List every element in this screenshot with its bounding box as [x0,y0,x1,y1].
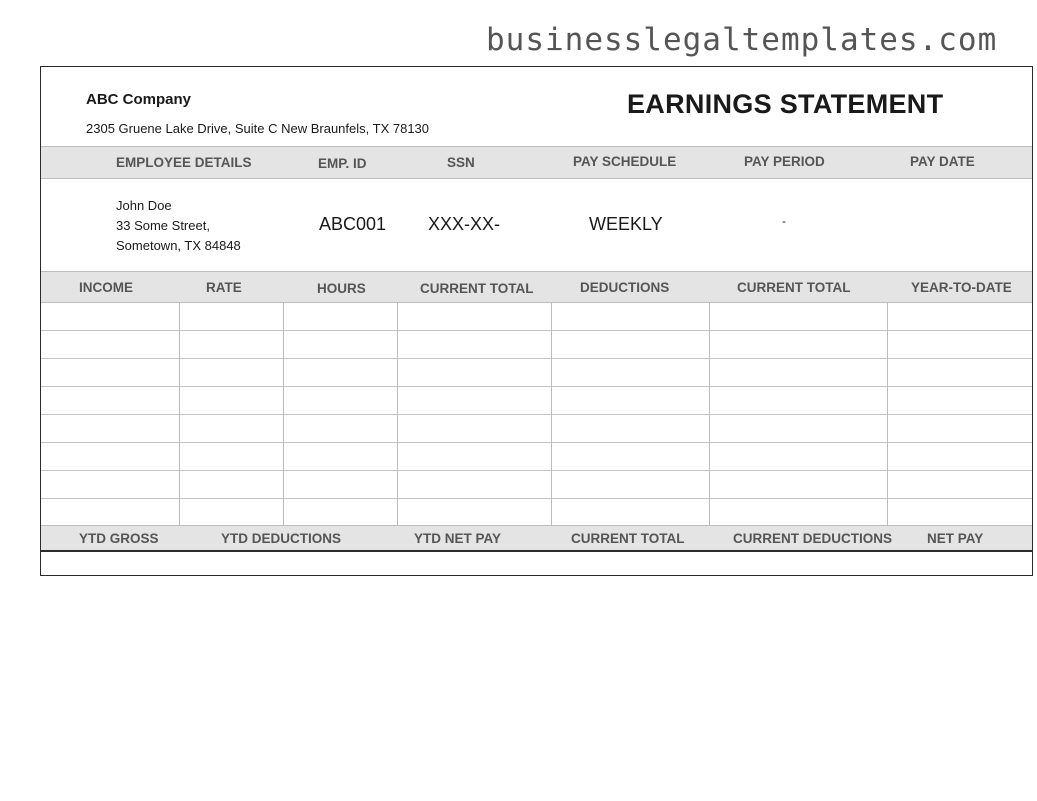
summary-header-band [41,525,1032,551]
ytd-net-pay-header: YTD NET PAY [414,531,502,546]
grid-col-line [179,303,180,525]
ssn-value: XXX-XX- [428,214,501,234]
employee-header-band [41,146,1032,179]
employee-city: Sometown, TX 84848 [116,238,241,253]
grid-col-line [551,303,552,525]
grid-row-line [41,358,1032,359]
emp-id-value: ABC001 [319,214,387,234]
grid-col-line [887,303,888,525]
earnings-statement-form [40,66,1033,576]
ssn-header: SSN [447,155,475,170]
year-to-date-header: YEAR-TO-DATE [911,280,1012,295]
employee-street: 33 Some Street, [116,218,210,233]
deductions-current-total-header: CURRENT TOTAL [737,280,851,295]
employee-name: John Doe [116,198,172,213]
company-address: 2305 Gruene Lake Drive, Suite C New Braunfels, TX 78130 [86,121,430,136]
hours-header: HOURS [317,281,366,296]
deductions-header: DEDUCTIONS [580,280,670,295]
grid-col-line [283,303,284,525]
site-watermark: businesslegaltemplates.com [486,22,998,58]
statement-title: EARNINGS STATEMENT [627,89,944,119]
pay-schedule-header: PAY SCHEDULE [573,154,677,169]
employee-details-header: EMPLOYEE DETAILS [116,155,252,170]
current-total-header: CURRENT TOTAL [420,281,534,296]
rate-header: RATE [206,280,242,295]
pay-period-header: PAY PERIOD [744,154,825,169]
grid-row-line [41,470,1032,471]
income-header: INCOME [79,280,133,295]
grid-row-line [41,498,1032,499]
grid-col-line [709,303,710,525]
pay-date-header: PAY DATE [910,154,975,169]
ytd-deductions-header: YTD DEDUCTIONS [221,531,342,546]
grid-row-line [41,386,1032,387]
grid-col-line [397,303,398,525]
ytd-gross-header: YTD GROSS [79,531,159,546]
grid-row-line [41,442,1032,443]
current-deductions-header: CURRENT DEDUCTIONS [733,531,893,546]
emp-id-header: EMP. ID [318,156,367,171]
summary-divider [41,550,1032,552]
summary-current-total-header: CURRENT TOTAL [571,531,685,546]
net-pay-header: NET PAY [927,531,984,546]
earnings-header-band [41,271,1032,303]
pay-schedule-value: WEEKLY [589,214,663,234]
grid-row-line [41,414,1032,415]
grid-row-line [41,330,1032,331]
company-name: ABC Company [86,91,192,108]
pay-period-value: - [782,214,786,228]
